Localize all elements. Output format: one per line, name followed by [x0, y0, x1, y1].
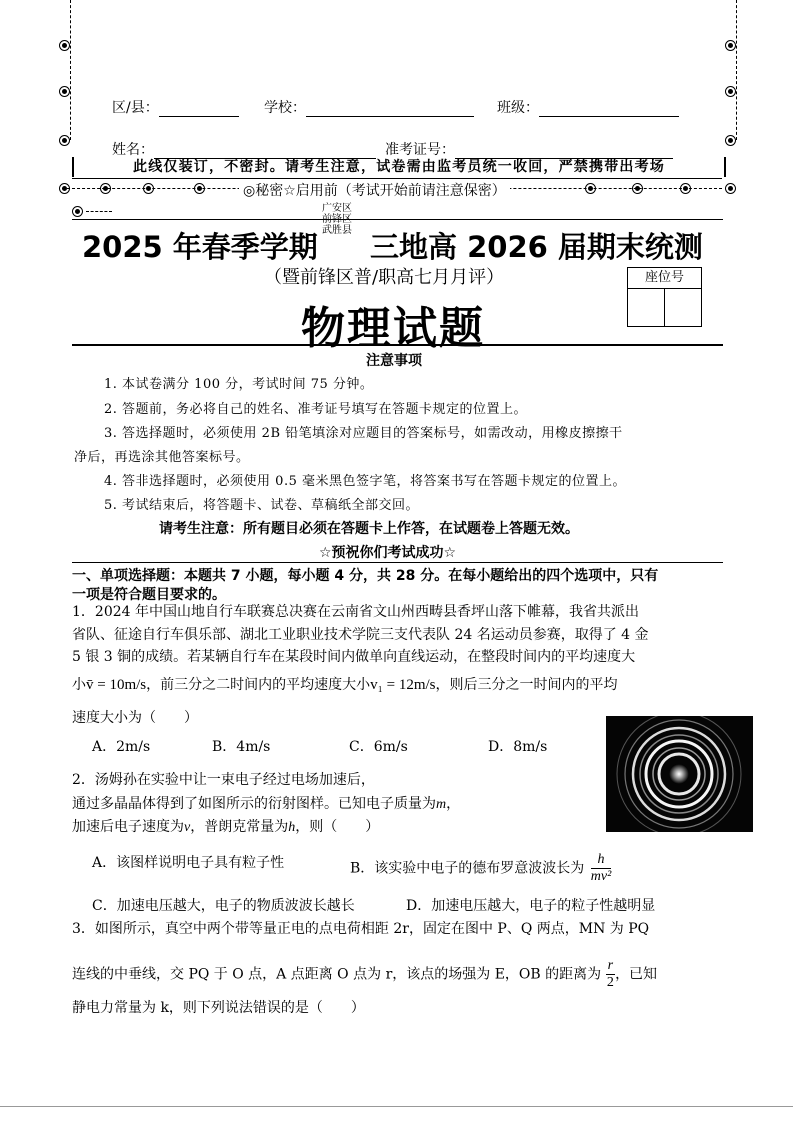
binding-hole-icon [725, 135, 736, 146]
district-field [112, 97, 239, 117]
page-bottom-rule [0, 1106, 793, 1107]
district-blank[interactable] [159, 102, 239, 117]
exam-year-term: 2025 年春季学期 [82, 230, 318, 264]
examno-field [385, 139, 673, 159]
fraction-denominator: mv² [590, 869, 612, 884]
avg-velocity-formula: v̄ = 10m/s [86, 677, 147, 693]
region-name: 武胜县 [322, 225, 352, 236]
class-blank[interactable] [539, 102, 679, 117]
binding-hole-icon [100, 183, 111, 194]
fraction-numerator: h [591, 852, 612, 869]
binding-rule [72, 178, 722, 179]
blessing: ☆预祝你们考试成功☆ [319, 545, 457, 561]
region-name: 前锋区 [322, 214, 352, 225]
secret-notice: ◎秘密☆启用前（考试开始前请注意保密） [239, 180, 510, 200]
page-title: 物理试题 [301, 303, 485, 354]
binding-line-right [736, 0, 737, 140]
q2-text: ，普朗克常量为 [190, 819, 289, 835]
q2-text: 通过多晶晶体得到了如图所示的衍射图样。已知电子质量为 [72, 796, 436, 812]
examno-label: 准考证号： [385, 142, 455, 158]
note-item: 5. 考试结束后，将答题卡、试卷、草稿纸全部交回。 [104, 498, 420, 513]
diffraction-rings-icon [606, 716, 753, 832]
note-item: 3. 答选择题时，必须使用 2B 铅笔填涂对应题目的答案标号，如需改动，用橡皮擦擦干 [104, 426, 623, 441]
binding-hole-icon [725, 86, 736, 97]
region-name: 广安区 [322, 203, 352, 214]
q2-option-a[interactable]: A．该图样说明电子具有粒子性 [92, 855, 285, 871]
velocity-symbol: v [184, 820, 191, 835]
q2-text: ，则（ ） [295, 819, 380, 835]
fraction-numerator: r [607, 958, 614, 973]
binding-hole-icon [143, 183, 154, 194]
binding-hole-icon [725, 40, 736, 51]
q1-option-b[interactable]: B．4m/s [212, 739, 271, 755]
header-rule-bottom [72, 344, 723, 346]
school-label: 学校： [264, 100, 306, 116]
binding-hole-icon [72, 206, 83, 217]
q2-line [72, 816, 379, 839]
name-field [112, 139, 376, 159]
fraction-denominator: 2 [606, 975, 614, 990]
binding-hole-icon [194, 183, 205, 194]
header-rule-top [72, 219, 723, 220]
q1-line: 5 银 3 铜的成绩。若某辆自行车在某段时间内做单向直线运动，在整段时间内的平均速度大 [72, 649, 636, 665]
q1-text: ，则后三分之一时间内的平均 [435, 677, 618, 693]
section-heading: 一、单项选择题：本题共 7 小题，每小题 4 分，共 28 分。在每小题给出的四个选项中，只有 [72, 568, 659, 584]
q2-option-b-text: B．该实验中电子的德布罗意波波长为 [350, 860, 585, 877]
notes-heading: 注意事项 [366, 353, 422, 369]
v1-formula: v₁ = 12m/s [370, 677, 436, 693]
q3-line [72, 958, 657, 991]
q1-line: 1．2024 年中国山地自行车联赛总决赛在云南省文山州西畴县香坪山落下帷幕，我省共派出 [72, 604, 639, 620]
name-label: 姓名： [112, 142, 154, 158]
note-item: 净后，再选涂其他答案标号。 [74, 450, 250, 465]
q3-line: 静电力常量为 k，则下列说法错误的是（ ） [72, 1000, 365, 1016]
binding-line-left [70, 0, 71, 140]
class-label: 班级： [497, 100, 539, 116]
q2-text: 加速后电子速度为 [72, 819, 184, 835]
q2-line: 2．汤姆孙在实验中让一束电子经过电场加速后， [72, 772, 375, 788]
binding-hole-icon [59, 86, 70, 97]
wavelength-fraction [591, 852, 612, 885]
seat-number-divider [664, 289, 665, 326]
binding-hole-icon [59, 40, 70, 51]
q2-option-b[interactable] [350, 852, 611, 885]
q1-line-formula [72, 674, 618, 696]
binding-hole-icon [585, 183, 596, 194]
exam-subtitle: （暨前锋区普/职高七月月评） [264, 267, 505, 288]
mass-symbol: m [436, 797, 447, 812]
q2-option-c[interactable]: C．加速电压越大，电子的物质波波长越长 [92, 898, 355, 914]
seat-number-label: 座位号 [628, 268, 701, 289]
q3-line: 3．如图所示，真空中两个带等量正电的点电荷相距 2r，固定在图中 P、Q 两点，MN 为 PQ [72, 921, 650, 937]
binding-warning: 此线仅装订，不密封。请考生注意，试卷需由监考员统一收回，严禁携带出考场 [72, 157, 726, 177]
q2-line [72, 793, 460, 816]
section-heading-cont: 一项是符合题目要求的。 [72, 587, 226, 603]
school-field [264, 97, 474, 117]
q1-line: 速度大小为（ ） [72, 710, 198, 726]
binding-hole-icon [59, 183, 70, 194]
q2-text: ， [446, 796, 461, 812]
note-item: 2. 答题前，务必将自己的姓名、准考证号填写在答题卡规定的位置上。 [104, 402, 528, 417]
region-stack [322, 203, 352, 236]
district-label: 区/县： [112, 100, 159, 116]
diffraction-pattern-image [606, 716, 753, 832]
q1-option-c[interactable]: C．6m/s [349, 739, 408, 755]
short-dash [86, 211, 112, 212]
q1-text: 小 [72, 677, 86, 693]
ob-fraction [606, 958, 615, 991]
q3-text: ，已知 [615, 966, 658, 983]
notes-rule [72, 562, 723, 563]
class-field [497, 97, 679, 117]
binding-hole-icon [725, 183, 736, 194]
q1-option-a[interactable]: A．2m/s [92, 739, 151, 755]
school-blank[interactable] [306, 102, 474, 117]
answer-reminder: 请考生注意：所有题目必须在答题卡上作答，在试题卷上答题无效。 [159, 521, 579, 537]
q1-option-d[interactable]: D．8m/s [488, 739, 548, 755]
binding-hole-icon [632, 183, 643, 194]
planck-symbol: h [288, 820, 296, 835]
q1-text: ，前三分之二时间内的平均速度大小 [146, 677, 371, 693]
binding-hole-icon [59, 135, 70, 146]
binding-hole-icon [680, 183, 691, 194]
note-item: 1. 本试卷满分 100 分，考试时间 75 分钟。 [104, 377, 374, 392]
q2-option-d[interactable]: D．加速电压越大，电子的粒子性越明显 [406, 898, 656, 914]
exam-name: 三地高 2026 届期末统测 [370, 230, 703, 264]
seat-number-box[interactable] [627, 267, 702, 327]
q3-text: 连线的中垂线，交 PQ 于 O 点，A 点距离 O 点为 r，该点的场强为 E，OB 的距离为 [72, 966, 602, 983]
q1-line: 省队、征途自行车俱乐部、湖北工业职业技术学院三支代表队 24 名运动员参赛，取得了 4 金 [72, 627, 649, 643]
note-item: 4. 答非选择题时，必须使用 0.5 毫米黑色签字笔，将答案书写在答题卡规定的位置上。 [104, 474, 626, 489]
